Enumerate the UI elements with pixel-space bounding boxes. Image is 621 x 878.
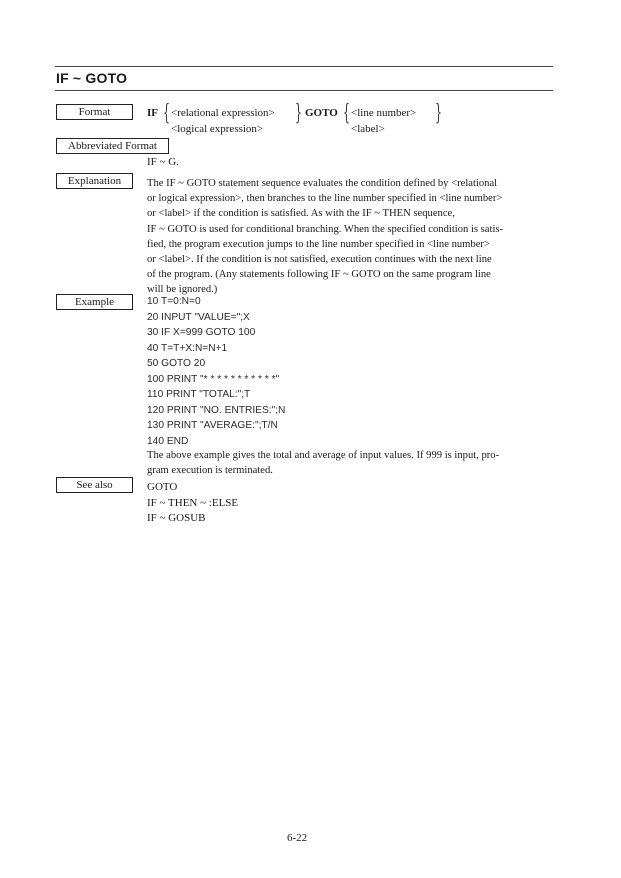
explanation-label: Explanation xyxy=(56,173,133,189)
see-also-item[interactable]: GOTO xyxy=(147,481,178,493)
format-left-brace-1: { xyxy=(163,101,170,126)
see-also-list xyxy=(147,480,238,527)
see-also-item[interactable]: IF ~ THEN ~ :ELSE xyxy=(147,496,239,509)
page-title: IF ~ GOTO xyxy=(56,70,128,86)
format-right-brace-2: } xyxy=(435,101,442,126)
explanation-line: of the program. (Any statements following IF ~ GOTO on the same program line xyxy=(147,269,491,281)
code-line: 100 PRINT "* * * * * * * * * * *" xyxy=(147,373,280,385)
example-note xyxy=(147,448,552,478)
code-line: 120 PRINT "NO. ENTRIES:";N xyxy=(147,404,286,416)
code-line: 10 T=0:N=0 xyxy=(147,296,201,307)
code-line: 110 PRINT "TOTAL:";T xyxy=(147,389,251,400)
see-also-item[interactable]: IF ~ GOSUB xyxy=(147,512,206,524)
format-label: Format xyxy=(56,104,133,120)
code-line: 30 IF X=999 GOTO 100 xyxy=(147,327,256,338)
format-relational-expression: <relational expression> xyxy=(171,107,275,119)
code-line: 40 T=T+X:N=N+1 xyxy=(147,342,228,354)
example-note-line: The above example gives the total and average of input values. If 999 is input, pro- xyxy=(147,450,500,461)
format-logical-expression: <logical expression> xyxy=(171,123,264,135)
format-label-target: <label> xyxy=(351,123,385,135)
example-code xyxy=(147,294,285,449)
format-left-brace-2: { xyxy=(343,101,350,126)
see-also-label: See also xyxy=(56,477,133,493)
explanation-line: or logical expression>, then branches to the line number specified in <line number> xyxy=(147,193,503,205)
page-number: 6-22 xyxy=(287,832,308,844)
code-line: 130 PRINT "AVERAGE:";T/N xyxy=(147,420,278,431)
explanation-line: will be ignored.) xyxy=(147,284,218,296)
code-line: 20 INPUT "VALUE=";X xyxy=(147,311,250,323)
example-note-line: gram execution is terminated. xyxy=(147,465,273,477)
explanation-text xyxy=(147,176,552,298)
abbreviated-format-value: IF ~ G. xyxy=(147,156,179,168)
format-right-brace-1: } xyxy=(295,101,302,126)
code-line: 50 GOTO 20 xyxy=(147,358,206,369)
explanation-line: or <label>. If the condition is not satisfied, execution continues with the next line xyxy=(147,254,492,266)
explanation-line: fied, the program execution jumps to the line number specified in <line number> xyxy=(147,238,490,250)
code-line: 140 END xyxy=(147,435,189,447)
format-line-number: <line number> xyxy=(351,107,417,119)
explanation-line: IF ~ GOTO is used for conditional branching. When the specified condition is satis- xyxy=(147,223,504,235)
abbreviated-format-label: Abbreviated Format xyxy=(56,138,169,154)
format-if-keyword: IF xyxy=(147,107,158,119)
top-rule xyxy=(55,66,553,67)
format-goto-keyword: GOTO xyxy=(305,107,338,119)
explanation-line: or <label> if the condition is satisfied. As with the IF ~ THEN sequence, xyxy=(147,208,455,220)
explanation-line: The IF ~ GOTO statement sequence evaluates the condition defined by <relational xyxy=(147,178,498,189)
title-rule xyxy=(55,90,553,91)
example-label: Example xyxy=(56,294,133,310)
